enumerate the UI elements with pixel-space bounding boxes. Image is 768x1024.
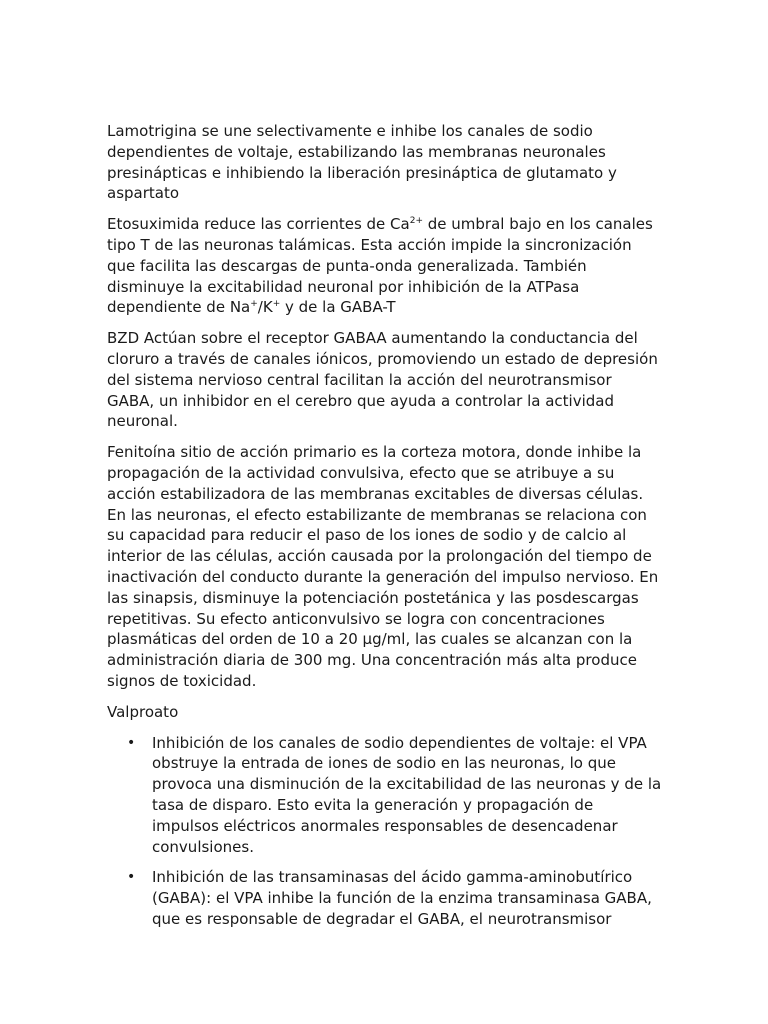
valproato-list bbox=[107, 733, 663, 930]
calcium-charge-superscript: 2+ bbox=[409, 216, 423, 227]
bullet-icon: • bbox=[127, 734, 136, 751]
paragraph-bzd: BZD Actúan sobre el receptor GABAA aumentando la conductancia del cloruro a través de canales iónicos, promoviendo un estado de depresión del sistema nervioso central facilitan la acción del neurotransmisor GABA, un inhibidor en el cerebro que ayuda a controlar la actividad neuronal. bbox=[107, 329, 658, 431]
paragraph-fenitoina: Fenitoína sitio de acción primario es la corteza motora, donde inhibe la propagación de la actividad convulsiva, efecto que se atribuye a su acción estabilizadora de las membranas excitables de diversas células. En las neuronas, el efecto estabilizante de membranas se relaciona con su capacidad para reducir el paso de los iones de sodio y de calcio al interior de las células, acción causada por la prolongación del tiempo de inactivación del conducto durante la generación del impulso nervioso. En las sinapsis, disminuye la potenciación postetánica y las posdescargas repetitivas. Su efecto anticonvulsivo se logra con concentraciones plasmáticas del orden de 10 a 20 µg/ml, las cuales se alcanzan con la administración diaria de 300 mg. Una concentración más alta produce signos de toxicidad. bbox=[107, 443, 659, 690]
sodium-charge-superscript: + bbox=[250, 299, 258, 310]
bullet-icon: • bbox=[127, 869, 136, 886]
etosuximida-text-4: y de la GABA-T bbox=[280, 298, 396, 317]
etosuximida-text-2: de umbral bajo en los canales tipo T de las neuronas talámicas. Esta acción impide la sincronización que facilita las descargas de punta-onda generalizada. También disminuye la excitabilidad neuronal por inhibición de la ATPasa dependiente de Na bbox=[107, 215, 653, 317]
etosuximida-text-1: Etosuximida reduce las corrientes de Ca bbox=[107, 215, 410, 234]
potassium-charge-superscript: + bbox=[272, 299, 281, 310]
document-page bbox=[107, 121, 663, 940]
paragraph-etosuximida bbox=[107, 214, 663, 318]
heading-valproato: Valproato bbox=[107, 702, 179, 721]
list-item-text: Inhibición de los canales de sodio dependientes de voltaje: el VPA obstruye la entrada de iones de sodio en las neuronas, lo que provoca una disminución de la excitabilidad de las neuronas y de la tasa de disparo. Esto evita la generación y propagación de impulsos eléctricos anormales responsables de desencadenar convulsiones. bbox=[152, 733, 662, 856]
etosuximida-text-3: /K bbox=[257, 298, 273, 317]
paragraph-lamotrigina: Lamotrigina se une selectivamente e inhibe los canales de sodio dependientes de voltaje, estabilizando las membranas neuronales presinápticas e inhibiendo la liberación presináptica de glutamato y aspartato bbox=[107, 122, 617, 203]
list-item bbox=[107, 867, 663, 929]
list-item bbox=[107, 733, 663, 858]
list-item-text: Inhibición de las transaminasas del ácido gamma-aminobutírico (GABA): el VPA inhibe la función de la enzima transaminasa GABA, que es responsable de degradar el GABA, el neurotransmisor bbox=[152, 868, 652, 928]
